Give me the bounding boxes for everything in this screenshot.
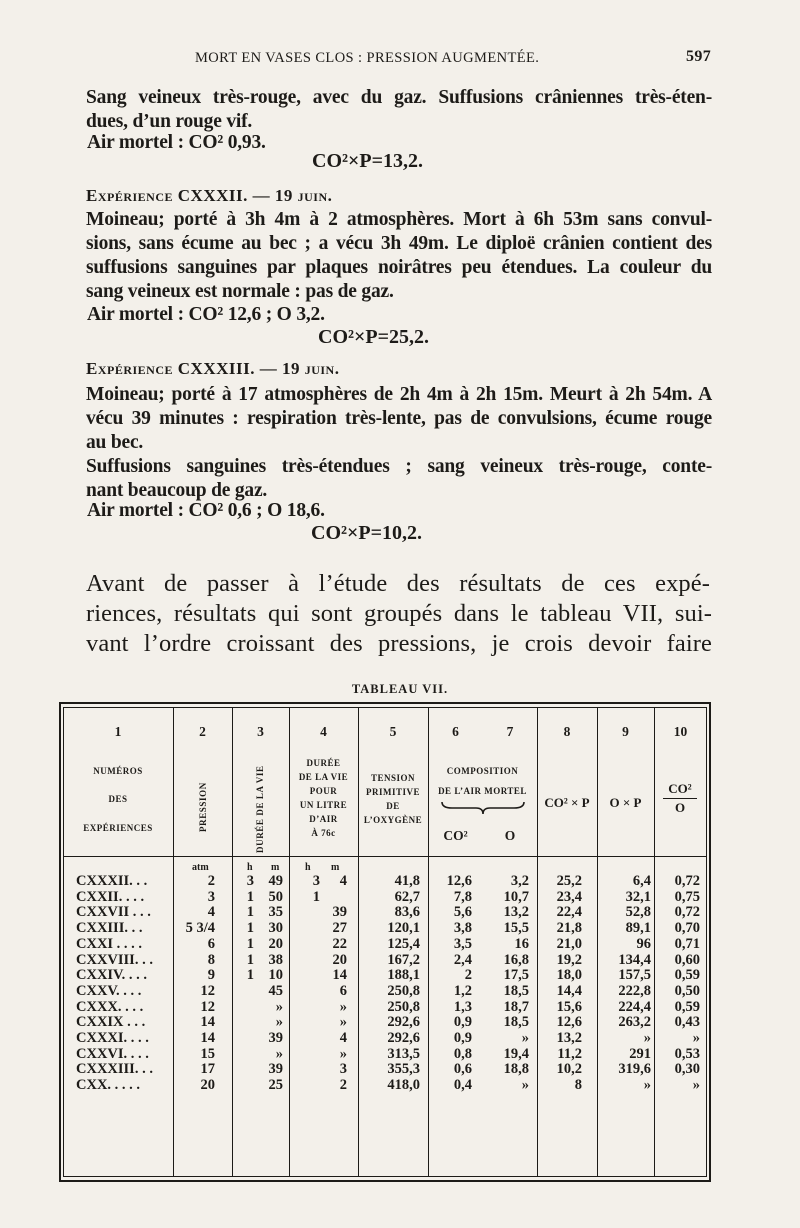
table-cell-vh: 3 [246,873,254,889]
header-tension: TENSION [370,773,415,783]
column-divider [232,707,233,1177]
table-cell-p: 17 [200,1061,215,1078]
table-cell-co2p: 21,0 [556,935,582,952]
table-cell-vm: » [275,1045,283,1062]
table-cell-lm: » [339,998,347,1015]
table-cell-op: » [643,1077,651,1094]
paragraph-line: vant l’ordre croissant des pressions, je crois devoir faire [86,630,712,657]
table-cell-ratio: 0,72 [674,904,700,921]
table-cell-o: 16 [514,935,529,952]
table-cell-vm: 49 [268,873,283,889]
table-title: TABLEAU VII. [351,682,449,696]
table-cell-co2p: 22,4 [556,904,582,921]
table-cell-co2: 2,4 [453,951,472,968]
table-cell-co2: 12,6 [446,873,472,889]
table-cell-exp: CXXXIII. . . [76,1061,153,1078]
table-cell-o: 10,7 [503,888,529,905]
table-cell-op: 134,4 [618,951,651,968]
table-cell-vh: 1 [246,951,254,968]
table-cell-vm: 30 [268,920,283,937]
table-cell-t: 313,5 [387,1045,420,1062]
table-cell-co2: 7,8 [453,888,472,905]
table-cell-co2: 5,6 [453,904,472,921]
table-cell-op: 319,6 [618,1061,651,1078]
table-cell-p: 12 [200,998,215,1015]
header-numeros: EXPÉRIENCES [83,823,153,833]
table-cell-p: 14 [200,1030,215,1046]
table-cell-vm: » [275,1014,283,1031]
table-cell-ratio: » [692,1077,700,1094]
table-cell-lm: 4 [339,873,347,889]
table-cell-o: 17,5 [503,967,529,984]
table-cell-vh: 1 [246,904,254,921]
table-cell-op: 89,1 [625,920,651,937]
paragraph-line: Avant de passer à l’étude des résultats de ces expé- [86,570,710,597]
unit-m: m [271,862,280,873]
table-cell-op: 222,8 [618,982,651,999]
column-divider [537,707,538,1177]
table-cell-co2: 0,9 [453,1030,472,1046]
table-cell-vh: 1 [246,935,254,952]
table-cell-co2p: 13,2 [556,1030,582,1046]
header-tension: DE [386,801,400,811]
header-composition: DE L’AIR MORTEL [438,786,527,796]
table-cell-co2: 0,6 [453,1061,472,1078]
table-cell-vm: 39 [268,1030,283,1046]
table-cell-vm: 38 [268,951,283,968]
table-cell-ratio: » [692,1030,700,1046]
table-cell-co2p: 18,0 [556,967,582,984]
body-line: sang veineux est normale : pas de gaz. [86,281,394,302]
table-cell-vh: 1 [246,920,254,937]
table-cell-t: 120,1 [387,920,420,937]
table-cell-op: 96 [636,935,651,952]
table-cell-op: 6,4 [632,873,651,889]
table-cell-exp: CXXVI. . . . [76,1045,149,1062]
body-line: Air mortel : CO² 12,6 ; O 3,2. [87,304,325,325]
running-title: MORT EN VASES CLOS : PRESSION AUGMENTÉE. [195,50,540,66]
column-number: 1 [114,724,122,739]
table-cell-ratio: 0,71 [674,935,700,952]
header-duree-litre: DURÉE [306,758,341,768]
table-cell-vh: 1 [246,967,254,984]
table-cell-exp: CXX. . . . . [76,1077,141,1094]
table-cell-lm: 3 [339,1061,347,1078]
header-co2: CO² [443,828,468,843]
table-cell-t: 83,6 [394,904,420,921]
table-cell-t: 292,6 [387,1030,420,1046]
table-cell-p: 8 [207,951,215,968]
table-cell-o: 18,8 [503,1061,529,1078]
table-cell-co2p: 14,4 [556,982,582,999]
table-cell-exp: CXXVII . . . [76,904,151,921]
table-cell-t: 167,2 [387,951,420,968]
table-cell-o: 18,5 [503,982,529,999]
table-cell-vm: 10 [268,967,283,984]
table-cell-op: 263,2 [618,1014,651,1031]
brace-icon [440,798,526,816]
table-cell-vm: 50 [268,888,283,905]
table-cell-o: » [521,1077,529,1094]
table-cell-exp: CXXIV. . . . [76,967,148,984]
table-cell-co2: 2 [464,967,472,984]
table-cell-lm: » [339,1045,347,1062]
body-line: Suffusions sanguines très-étendues ; sang veineux très-rouge, conte- [86,456,712,477]
table-cell-op: 52,8 [625,904,651,921]
table-cell-t: 418,0 [387,1077,420,1094]
header-composition: COMPOSITION [446,766,519,776]
table-cell-p: 5 3/4 [185,920,215,937]
body-line: au bec. [86,432,144,453]
column-number: 7 [506,724,514,739]
table-cell-co2: 0,8 [453,1045,472,1062]
table-cell-op: 224,4 [618,998,651,1015]
column-number: 5 [389,724,397,739]
table-cell-t: 250,8 [387,982,420,999]
table-cell-ratio: 0,53 [674,1045,700,1062]
table-cell-op: » [643,1030,651,1046]
table-cell-ratio: 0,60 [674,951,700,968]
header-numeros: NUMÉROS [93,766,143,776]
table-cell-t: 125,4 [387,935,420,952]
table-cell-lm: 2 [339,1077,347,1094]
table-cell-exp: CXXX. . . . [76,998,144,1015]
table-cell-o: 3,2 [510,873,529,889]
table-cell-o: 13,2 [503,904,529,921]
table-cell-lm: 39 [332,904,347,921]
body-line: suffusions sanguines par plaques noirâtres peu étendues. La couleur du [86,257,712,278]
table-cell-vm: 35 [268,904,283,921]
table-cell-vm: 25 [268,1077,283,1094]
table-cell-exp: CXXVIII. . . [76,951,153,968]
table-cell-ratio: 0,59 [674,998,700,1015]
table-cell-o: » [521,1030,529,1046]
table-cell-t: 355,3 [387,1061,420,1078]
formula: CO²×P=13,2. [312,150,424,172]
table-cell-vh: 1 [246,888,254,905]
table-cell-exp: CXXV. . . . [76,982,142,999]
body-line: Sang veineux très-rouge, avec du gaz. Suffusions crâniennes très-éten- [86,87,712,108]
body-line: Air mortel : CO² 0,93. [87,132,266,153]
table-cell-t: 41,8 [394,873,420,889]
table-cell-co2: 0,9 [453,1014,472,1031]
column-number: 2 [199,724,206,739]
table-cell-exp: CXXXI. . . . [76,1030,149,1046]
column-divider [654,707,655,1177]
table-cell-co2: 3,5 [453,935,472,952]
body-line: dues, d’un rouge vif. [86,111,253,132]
table-cell-ratio: 0,70 [674,920,700,937]
table-cell-o: 18,7 [503,998,529,1015]
experiment-heading: Expérience CXXXIII. — 19 juin. [86,359,340,378]
table-cell-exp: CXXIX . . . [76,1014,146,1031]
table-cell-p: 2 [207,873,215,889]
table-cell-p: 20 [200,1077,215,1094]
unit-m: m [331,862,340,873]
body-line: sions, sans écume au bec ; a vécu 3h 49m. Le diploë crânien contient des [86,233,712,254]
header-duree-litre: DE LA VIE [298,772,349,782]
header-numeros: DES [108,794,128,804]
table-cell-t: 188,1 [387,967,420,984]
table-cell-ratio: 0,30 [674,1061,700,1078]
unit-h: h [247,862,253,873]
table-cell-o: 15,5 [503,920,529,937]
column-number: 3 [257,724,264,739]
column-divider [428,707,429,1177]
table-cell-ratio: 0,43 [674,1014,700,1031]
table-cell-exp: CXXII. . . . [76,888,145,905]
body-line: Moineau; porté à 17 atmosphères de 2h 4m à 2h 15m. Meurt à 2h 54m. A [86,384,712,405]
table-cell-co2p: 15,6 [556,998,582,1015]
table-cell-t: 250,8 [387,998,420,1015]
experiment-heading: Expérience CXXXII. — 19 juin. [86,186,333,205]
header-pression: PRESSION [198,782,208,832]
table-cell-lh: 3 [312,873,320,889]
table-cell-co2p: 12,6 [556,1014,582,1031]
unit-h: h [305,862,311,873]
page-number: 597 [686,48,712,65]
table-cell-lh: 1 [312,888,320,905]
table-cell-op: 291 [629,1045,651,1062]
table-cell-lm: 22 [332,935,347,952]
table-cell-co2: 1,3 [453,998,472,1015]
table-cell-o: 16,8 [503,951,529,968]
table-cell-co2p: 19,2 [556,951,582,968]
table-cell-ratio: 0,59 [674,967,700,984]
header-tension: PRIMITIVE [365,787,420,797]
table-cell-p: 4 [207,904,215,921]
table-cell-ratio: 0,50 [674,982,700,999]
table-cell-co2: 3,8 [453,920,472,937]
table-cell-ratio: 0,72 [674,873,700,889]
header-rule [63,856,707,857]
body-line: Air mortel : CO² 0,6 ; O 18,6. [87,500,325,521]
table-cell-co2p: 25,2 [556,873,582,889]
header-tension: L’OXYGÈNE [363,815,423,825]
header-duree-vie: DURÉE DE LA VIE [255,765,265,853]
table-cell-p: 3 [207,888,215,905]
header-ratio: CO² O [657,781,703,816]
column-number: 4 [320,724,327,739]
formula: CO²×P=10,2. [311,522,423,544]
table-cell-co2p: 10,2 [556,1061,582,1078]
column-number: 10 [673,724,688,739]
table-cell-lm: » [339,1014,347,1031]
table-cell-op: 32,1 [625,888,651,905]
paragraph-line: riences, résultats qui sont groupés dans le tableau VII, sui- [86,600,712,627]
table-cell-exp: CXXXII. . . [76,873,148,889]
table-cell-ratio: 0,75 [674,888,700,905]
table-cell-co2p: 11,2 [557,1045,582,1062]
table-cell-t: 292,6 [387,1014,420,1031]
table-cell-p: 14 [200,1014,215,1031]
column-number: 8 [563,724,571,739]
table-cell-exp: CXXI . . . . [76,935,143,952]
table-cell-lm: 4 [339,1030,347,1046]
formula: CO²×P=25,2. [318,326,430,348]
table-cell-vm: » [275,998,283,1015]
table-cell-co2: 0,4 [453,1077,472,1094]
table-cell-t: 62,7 [394,888,420,905]
table-cell-p: 6 [207,935,215,952]
table-cell-op: 157,5 [618,967,651,984]
table-cell-lm: 27 [332,920,347,937]
table-cell-lm: 6 [339,982,347,999]
table-cell-p: 9 [207,967,215,984]
header-duree-litre: D’AIR [309,814,338,824]
table-cell-lm: 14 [332,967,347,984]
body-line: nant beaucoup de gaz. [86,480,268,501]
table-cell-o: 19,4 [503,1045,529,1062]
column-number: 9 [622,724,629,739]
header-duree-litre: À 76c [311,828,336,838]
table-cell-co2: 1,2 [453,982,472,999]
table-cell-vm: 39 [268,1061,283,1078]
header-o: O [504,828,516,843]
table-cell-co2p: 8 [574,1077,582,1094]
header-duree-litre: POUR [309,786,338,796]
table-cell-exp: CXXIII. . . [76,920,143,937]
column-number: 6 [452,724,459,739]
table-cell-co2p: 21,8 [556,920,582,937]
table-cell-vm: 20 [268,935,283,952]
header-duree-litre: UN LITRE [299,800,348,810]
table-cell-co2p: 23,4 [556,888,582,905]
unit-atm: atm [192,862,209,873]
header-oxp: O × P [609,795,642,810]
table-cell-lm: 20 [332,951,347,968]
table-cell-vm: 45 [268,982,283,999]
table-cell-p: 15 [200,1045,215,1062]
body-line: vécu 39 minutes : respiration très-lente, pas de convulsions, écume rouge [86,408,712,429]
table-cell-p: 12 [200,982,215,999]
body-line: Moineau; porté à 3h 4m à 2 atmosphères. Mort à 6h 53m sans convul- [86,209,712,230]
header-co2xp: CO² × P [544,795,590,810]
table-cell-o: 18,5 [503,1014,529,1031]
